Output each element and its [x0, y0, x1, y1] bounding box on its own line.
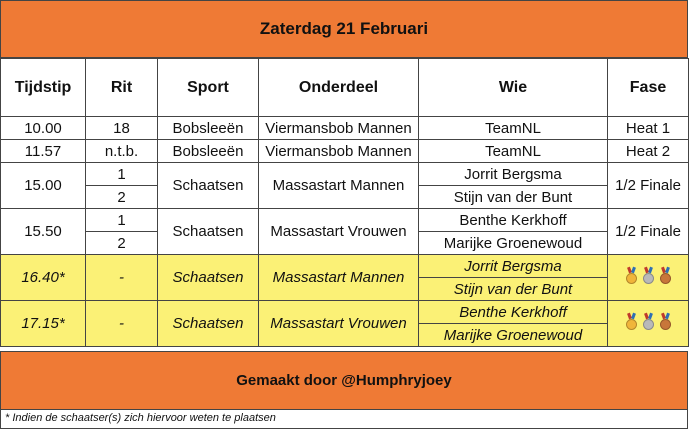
rit-cell: 1 — [86, 209, 158, 232]
event-cell: Massastart Vrouwen — [259, 209, 419, 255]
who-cell: Jorrit Bergsma — [419, 255, 608, 278]
medals-cell — [608, 255, 689, 301]
rit-cell: 1 — [86, 163, 158, 186]
table-row — [1, 163, 689, 186]
credit-bar: Gemaakt door @Humphryjoey — [0, 351, 688, 410]
who-cell: TeamNL — [419, 117, 608, 140]
sport-cell: Bobsleeën — [158, 117, 259, 140]
time-cell: 10.00 — [1, 117, 86, 140]
rit-cell: 2 — [86, 232, 158, 255]
rit-cell: 18 — [86, 117, 158, 140]
silver-medal-icon — [643, 319, 654, 330]
who-cell: Benthe Kerkhoff — [419, 209, 608, 232]
silver-medal-icon — [643, 273, 654, 284]
page-title: Zaterdag 21 Februari — [0, 0, 688, 58]
bronze-medal-icon — [660, 319, 671, 330]
rit-cell: - — [86, 255, 158, 301]
phase-cell: Heat 2 — [608, 140, 689, 163]
header-row — [1, 59, 689, 117]
who-cell: Marijke Groenewoud — [419, 324, 608, 347]
rit-cell: n.t.b. — [86, 140, 158, 163]
time-cell: 16.40* — [1, 255, 86, 301]
sport-cell: Schaatsen — [158, 209, 259, 255]
time-cell: 11.57 — [1, 140, 86, 163]
column-header-phase: Fase — [608, 59, 689, 117]
table-row-highlight — [1, 301, 689, 324]
column-header-rit: Rit — [86, 59, 158, 117]
sport-cell: Schaatsen — [158, 255, 259, 301]
event-cell: Viermansbob Mannen — [259, 117, 419, 140]
who-cell: Stijn van der Bunt — [419, 278, 608, 301]
time-cell: 17.15* — [1, 301, 86, 347]
event-cell: Massastart Mannen — [259, 163, 419, 209]
phase-cell: 1/2 Finale — [608, 163, 689, 209]
who-cell: Jorrit Bergsma — [419, 163, 608, 186]
medals-cell — [608, 301, 689, 347]
gold-medal-icon — [626, 319, 637, 330]
column-header-time: Tijdstip — [1, 59, 86, 117]
gold-medal-icon — [626, 273, 637, 284]
table-row — [1, 140, 689, 163]
column-header-sport: Sport — [158, 59, 259, 117]
who-cell: Stijn van der Bunt — [419, 186, 608, 209]
table-row-highlight — [1, 255, 689, 278]
rit-cell: 2 — [86, 186, 158, 209]
event-cell: Massastart Vrouwen — [259, 301, 419, 347]
bronze-medal-icon — [660, 273, 671, 284]
table-row — [1, 209, 689, 232]
who-cell: Marijke Groenewoud — [419, 232, 608, 255]
sport-cell: Bobsleeën — [158, 140, 259, 163]
event-cell: Viermansbob Mannen — [259, 140, 419, 163]
phase-cell: Heat 1 — [608, 117, 689, 140]
event-cell: Massastart Mannen — [259, 255, 419, 301]
phase-cell: 1/2 Finale — [608, 209, 689, 255]
table-row — [1, 117, 689, 140]
footnote: * Indien de schaatser(s) zich hiervoor weten te plaatsen — [0, 410, 688, 429]
column-header-event: Onderdeel — [259, 59, 419, 117]
schedule-table — [0, 58, 689, 347]
sport-cell: Schaatsen — [158, 301, 259, 347]
column-header-who: Wie — [419, 59, 608, 117]
rit-cell: - — [86, 301, 158, 347]
time-cell: 15.50 — [1, 209, 86, 255]
sport-cell: Schaatsen — [158, 163, 259, 209]
who-cell: Benthe Kerkhoff — [419, 301, 608, 324]
time-cell: 15.00 — [1, 163, 86, 209]
who-cell: TeamNL — [419, 140, 608, 163]
